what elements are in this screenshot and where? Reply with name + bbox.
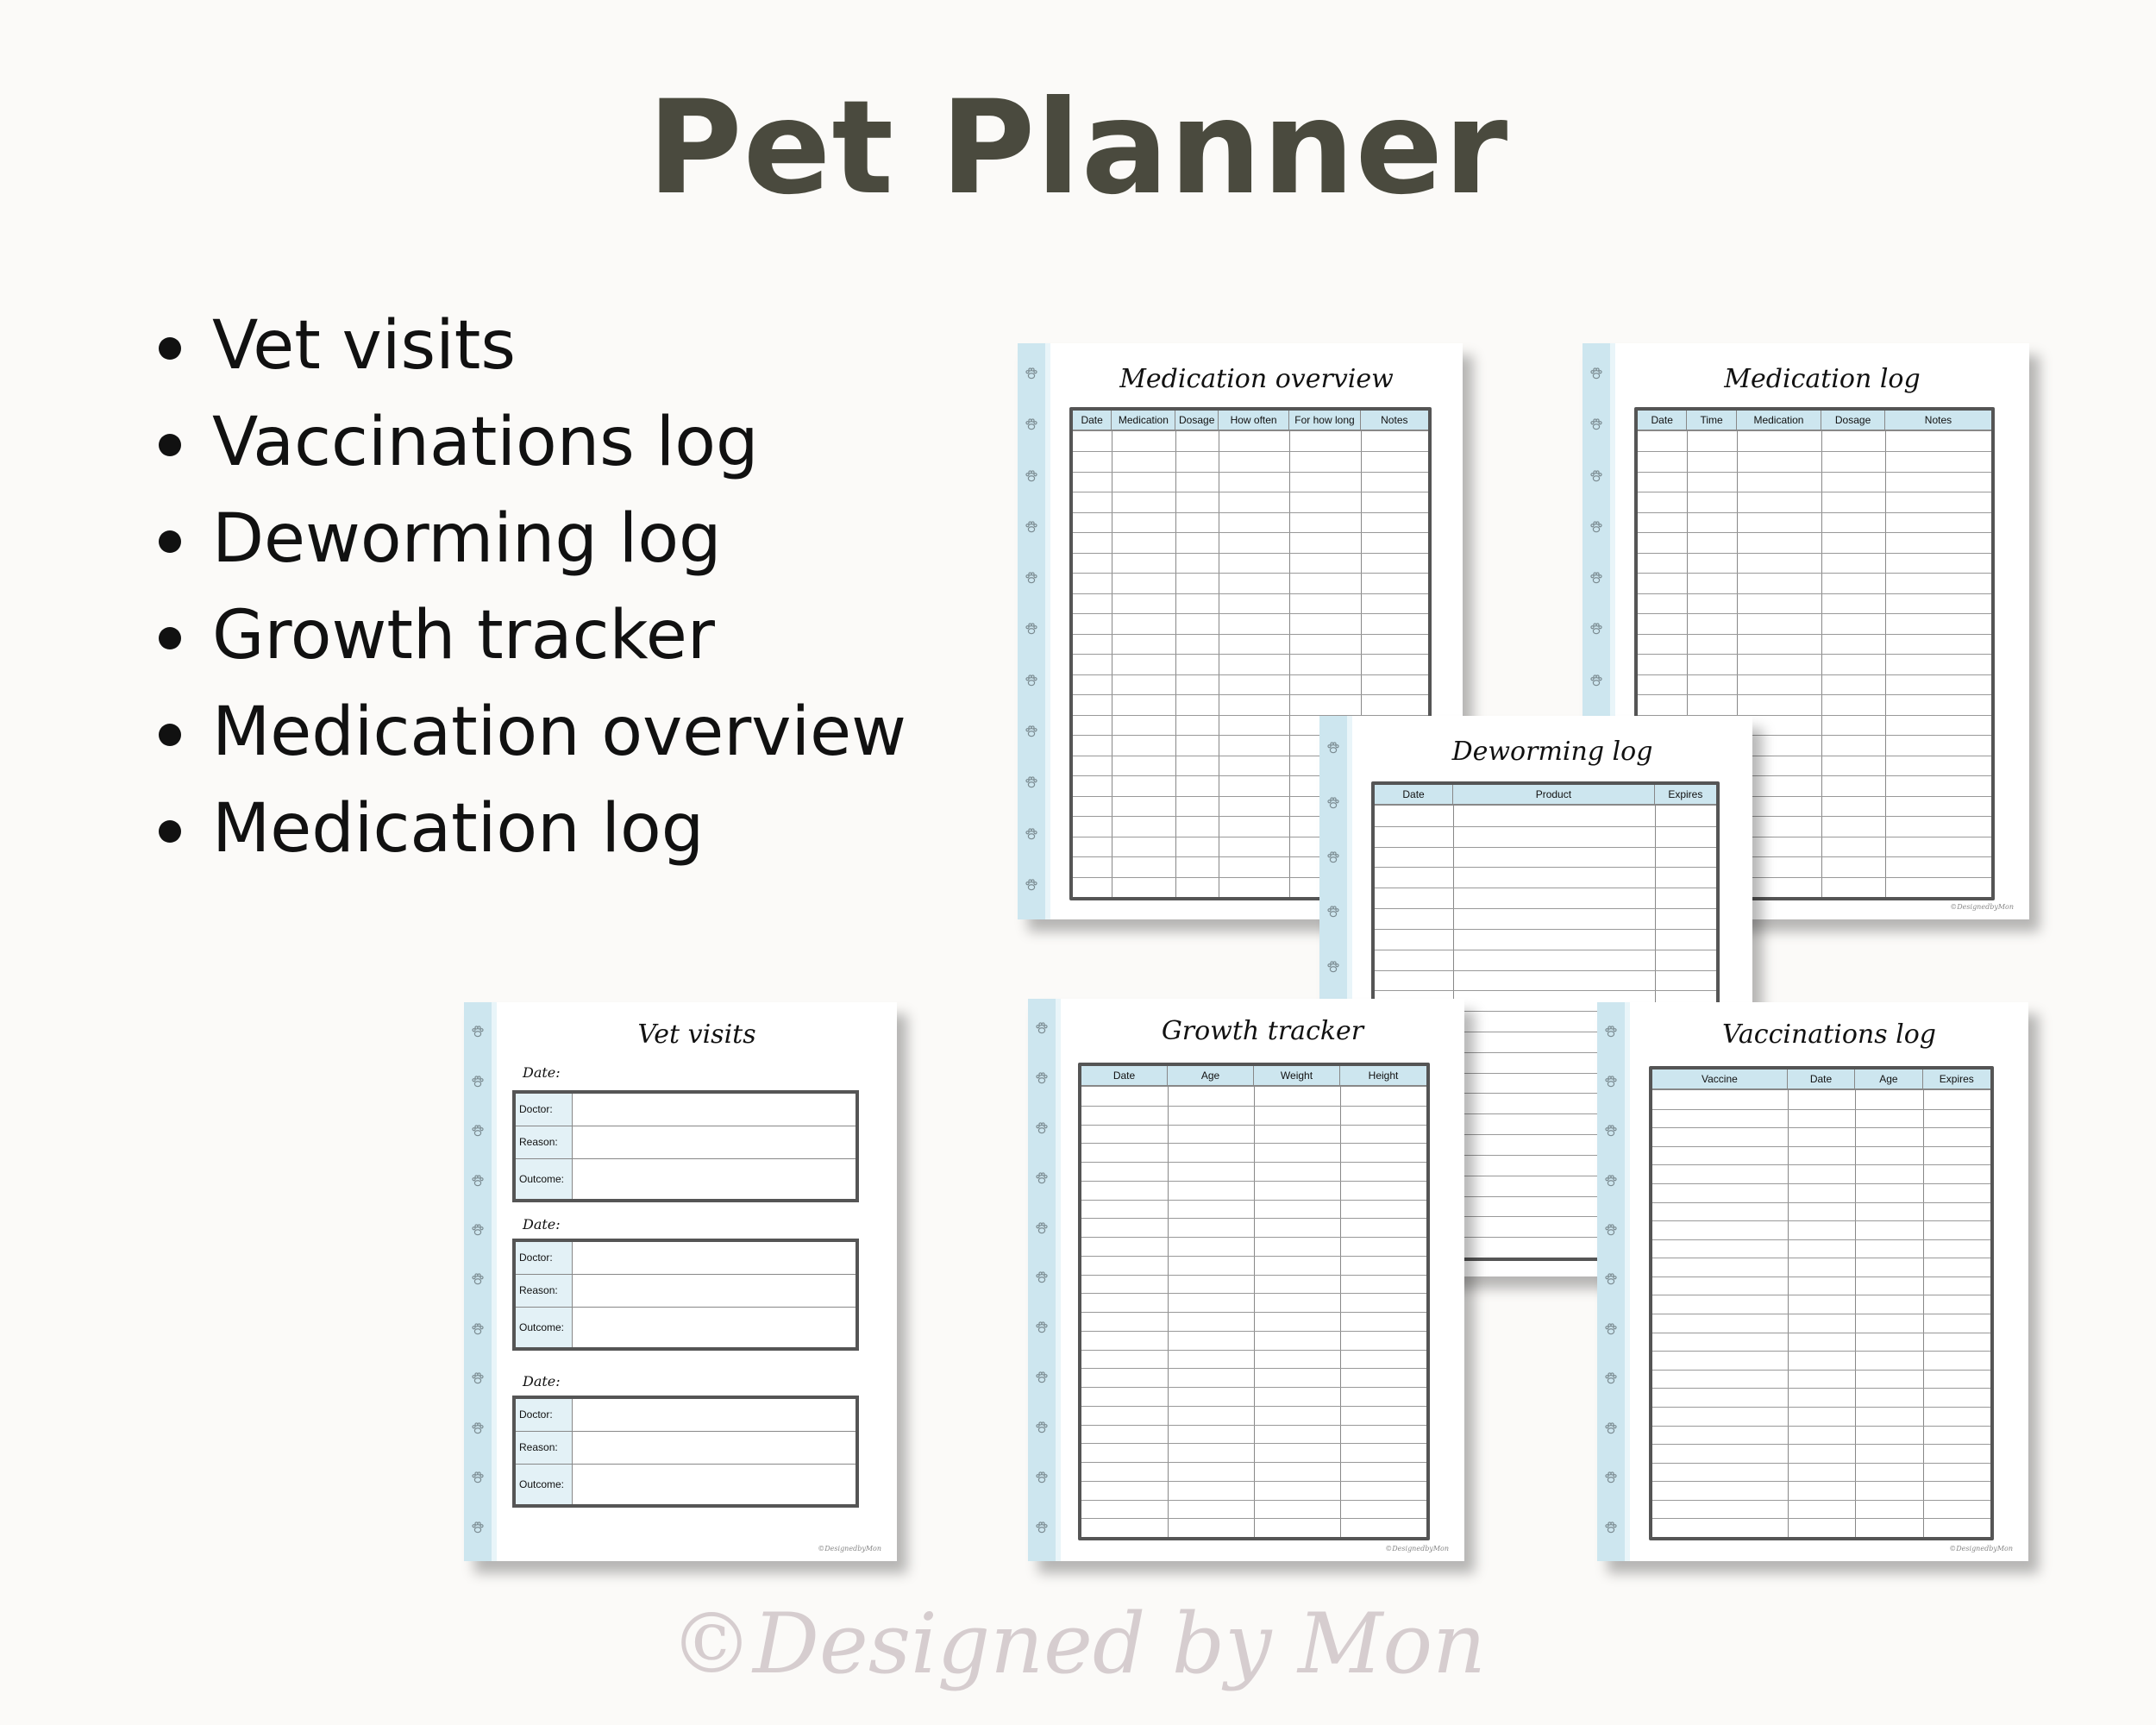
feature-item: Vet visits	[155, 298, 906, 394]
paw-icon	[470, 1123, 486, 1143]
table-header	[1375, 785, 1716, 806]
paw-icon	[1603, 1470, 1619, 1490]
feature-item: Vaccinations log	[155, 394, 906, 491]
feature-item: Medication log	[155, 781, 906, 877]
visit-box	[512, 1090, 859, 1202]
paw-icon	[1603, 1222, 1619, 1242]
table-header	[1081, 1066, 1426, 1087]
table-row	[1652, 1407, 1990, 1408]
table-row	[1081, 1518, 1426, 1519]
growth-tracker-page	[1028, 999, 1464, 1561]
table-row	[1652, 1351, 1990, 1352]
paw-icon	[1024, 621, 1039, 641]
column-header: Notes	[1924, 414, 1952, 426]
paw-icon	[1034, 1320, 1050, 1339]
column-header: Expires	[1668, 788, 1703, 800]
table-row	[1081, 1256, 1426, 1257]
page-heading: Deworming log	[1451, 737, 1653, 767]
doctor-row	[516, 1399, 856, 1432]
table-row	[1081, 1368, 1426, 1369]
paw-icon	[1589, 468, 1604, 488]
paw-icon	[1603, 1024, 1619, 1044]
column-header: Dosage	[1821, 411, 1885, 430]
column-header: Dosage	[1175, 411, 1218, 430]
date-label: Date:	[523, 1216, 561, 1233]
table-row	[1081, 1312, 1426, 1313]
table-row	[1081, 1350, 1426, 1351]
table-row	[1073, 451, 1428, 452]
table-row	[1652, 1463, 1990, 1464]
table-row	[1638, 532, 1991, 533]
paw-icon	[1603, 1520, 1619, 1540]
table-row	[1652, 1481, 1990, 1482]
reason-label: Reason:	[516, 1275, 573, 1307]
table-row	[1081, 1406, 1426, 1407]
table-row	[1081, 1462, 1426, 1463]
paw-icon	[470, 1024, 486, 1044]
column-header: Notes	[1381, 414, 1408, 426]
table-row	[1081, 1162, 1426, 1163]
table-row	[1652, 1127, 1990, 1128]
page-title: Pet Planner	[647, 73, 1509, 223]
paw-icon	[470, 1074, 486, 1094]
designer-footer: ©DesignedbyMon	[818, 1545, 881, 1552]
column-header: How often	[1219, 411, 1289, 430]
table-row	[1073, 532, 1428, 533]
table-row	[1652, 1239, 1990, 1240]
paw-icon	[1603, 1371, 1619, 1390]
date-label: Date:	[523, 1064, 561, 1081]
paw-icon	[1326, 850, 1341, 869]
table-row	[1638, 674, 1991, 675]
paw-icon	[1603, 1123, 1619, 1143]
table-row	[1375, 826, 1716, 827]
paw-icon	[1034, 1420, 1050, 1440]
paw-icon	[470, 1271, 486, 1291]
paw-icon	[1034, 1270, 1050, 1289]
doctor-label: Doctor:	[516, 1242, 573, 1274]
doctor-label: Doctor:	[516, 1094, 573, 1126]
feature-item: Medication overview	[155, 684, 906, 781]
table-row	[1652, 1146, 1990, 1147]
visit-box	[512, 1396, 859, 1508]
table-row	[1375, 929, 1716, 930]
paw-icon	[1024, 570, 1039, 590]
doctor-row	[516, 1094, 856, 1126]
table-row	[1081, 1125, 1426, 1126]
column-header: Product	[1453, 785, 1655, 804]
paw-icon	[470, 1470, 486, 1490]
table-row	[1638, 573, 1991, 574]
paw-icon	[1603, 1321, 1619, 1341]
table-row	[1375, 847, 1716, 848]
paw-icon	[1034, 1370, 1050, 1389]
designer-footer: ©DesignedbyMon	[1385, 1545, 1449, 1552]
column-header: Date	[1375, 785, 1453, 804]
column-header: Height	[1368, 1070, 1399, 1082]
designer-footer: ©DesignedbyMon	[1949, 1545, 2013, 1552]
table-row	[1081, 1237, 1426, 1238]
column-header: Date	[1073, 411, 1112, 430]
log-table	[1078, 1063, 1430, 1540]
table-row	[1081, 1425, 1426, 1426]
table-row	[1652, 1388, 1990, 1389]
reason-row	[516, 1432, 856, 1465]
column-header: Weight	[1254, 1066, 1340, 1085]
page-heading: Medication log	[1724, 364, 1921, 394]
table-row	[1081, 1481, 1426, 1482]
paw-icon	[1034, 1470, 1050, 1490]
table-row	[1652, 1518, 1990, 1519]
paw-icon	[470, 1520, 486, 1540]
table-row	[1638, 634, 1991, 635]
log-table	[1649, 1066, 1994, 1540]
paw-icon	[1024, 673, 1039, 693]
paw-icon	[1024, 417, 1039, 436]
paw-icon	[1024, 519, 1039, 539]
table-row	[1375, 867, 1716, 868]
table-row	[1073, 553, 1428, 554]
paw-icon	[1024, 775, 1039, 794]
column-divider	[1175, 431, 1176, 897]
column-header: Time	[1687, 411, 1736, 430]
date-label: Date:	[523, 1373, 561, 1389]
paw-icon	[470, 1321, 486, 1341]
column-header: Medication	[1737, 411, 1821, 430]
outcome-label: Outcome:	[516, 1308, 573, 1347]
table-row	[1652, 1444, 1990, 1445]
column-header: Date	[1788, 1070, 1855, 1088]
doctor-row	[516, 1242, 856, 1275]
column-header: Age	[1855, 1070, 1922, 1088]
table-row	[1638, 472, 1991, 473]
table-row	[1073, 472, 1428, 473]
table-row	[1638, 654, 1991, 655]
table-row	[1652, 1276, 1990, 1277]
paw-icon	[1024, 468, 1039, 488]
table-row	[1073, 634, 1428, 635]
table-row	[1638, 694, 1991, 695]
table-row	[1652, 1164, 1990, 1165]
page-heading: Growth tracker	[1161, 1016, 1364, 1046]
column-header: Date	[1638, 411, 1687, 430]
paw-icon	[1589, 570, 1604, 590]
paw-icon	[470, 1173, 486, 1193]
paw-icon	[1024, 877, 1039, 897]
table-row	[1375, 990, 1716, 991]
paw-strip	[464, 1002, 497, 1561]
table-row	[1638, 512, 1991, 513]
reason-row	[516, 1126, 856, 1159]
table-row	[1081, 1106, 1426, 1107]
page-heading: Medication overview	[1119, 364, 1394, 394]
table-row	[1375, 908, 1716, 909]
table-header	[1638, 411, 1991, 431]
paw-icon	[1589, 673, 1604, 693]
table-row	[1652, 1220, 1990, 1221]
paw-icon	[1034, 1070, 1050, 1090]
table-row	[1638, 553, 1991, 554]
table-body	[1652, 1090, 1990, 1537]
paw-icon	[1024, 826, 1039, 846]
paw-icon	[1024, 366, 1039, 386]
paw-strip	[1018, 343, 1050, 919]
paw-icon	[1603, 1271, 1619, 1291]
paw-icon	[1034, 1170, 1050, 1190]
table-row	[1652, 1370, 1990, 1371]
vet-visits-page	[464, 1002, 897, 1561]
column-divider	[1821, 431, 1822, 897]
table-row	[1652, 1183, 1990, 1184]
page-heading: Vaccinations log	[1721, 1019, 1937, 1050]
paw-icon	[1326, 740, 1341, 760]
feature-item: Growth tracker	[155, 587, 906, 684]
table-row	[1073, 694, 1428, 695]
paw-icon	[1603, 1173, 1619, 1193]
visit-box	[512, 1239, 859, 1351]
table-row	[1081, 1200, 1426, 1201]
paw-icon	[1034, 1220, 1050, 1240]
table-row	[1638, 593, 1991, 594]
paw-icon	[1024, 724, 1039, 743]
column-header: For how long	[1289, 411, 1360, 430]
table-row	[1652, 1500, 1990, 1501]
column-divider	[1885, 431, 1886, 897]
table-row	[1638, 613, 1991, 614]
outcome-row	[516, 1159, 856, 1199]
table-row	[1375, 970, 1716, 971]
table-row	[1073, 512, 1428, 513]
table-row	[1081, 1443, 1426, 1444]
paw-icon	[470, 1371, 486, 1390]
page-heading: Vet visits	[637, 1019, 756, 1050]
outcome-label: Outcome:	[516, 1465, 573, 1504]
paw-icon	[1034, 1120, 1050, 1140]
paw-icon	[1034, 1020, 1050, 1040]
doctor-label: Doctor:	[516, 1399, 573, 1431]
paw-icon	[1034, 1520, 1050, 1540]
paw-icon	[1603, 1421, 1619, 1440]
table-row	[1081, 1500, 1426, 1501]
paw-icon	[1603, 1074, 1619, 1094]
paw-icon	[1589, 366, 1604, 386]
column-header: Date	[1081, 1066, 1168, 1085]
table-row	[1073, 613, 1428, 614]
paw-icon	[470, 1421, 486, 1440]
table-row	[1081, 1293, 1426, 1294]
designer-watermark: ©Designed by Mon	[670, 1596, 1486, 1692]
column-divider	[1289, 431, 1290, 897]
table-row	[1081, 1387, 1426, 1388]
outcome-label: Outcome:	[516, 1159, 573, 1199]
column-header: Medication	[1112, 411, 1175, 430]
feature-list	[155, 298, 906, 877]
table-row	[1073, 593, 1428, 594]
paw-icon	[1589, 519, 1604, 539]
outcome-row	[516, 1308, 856, 1347]
paw-icon	[1326, 959, 1341, 979]
feature-item: Deworming log	[155, 491, 906, 587]
table-header	[1652, 1070, 1990, 1090]
paw-strip	[1597, 1002, 1630, 1561]
table-row	[1081, 1218, 1426, 1219]
paw-icon	[1326, 904, 1341, 924]
table-row	[1638, 451, 1991, 452]
table-row	[1081, 1181, 1426, 1182]
column-header: Expires	[1939, 1073, 1974, 1085]
reason-row	[516, 1275, 856, 1308]
designer-footer: ©DesignedbyMon	[1950, 903, 2014, 911]
table-row	[1652, 1426, 1990, 1427]
table-row	[1081, 1143, 1426, 1144]
table-row	[1073, 573, 1428, 574]
table-header	[1073, 411, 1428, 431]
column-header: Vaccine	[1652, 1070, 1788, 1088]
table-row	[1081, 1275, 1426, 1276]
paw-icon	[1326, 795, 1341, 815]
table-row	[1652, 1202, 1990, 1203]
reason-label: Reason:	[516, 1432, 573, 1464]
paw-strip	[1028, 999, 1061, 1561]
vaccinations-log-page	[1597, 1002, 2028, 1561]
table-row	[1081, 1331, 1426, 1332]
column-header: Age	[1168, 1066, 1254, 1085]
paw-icon	[1589, 621, 1604, 641]
paw-icon	[1589, 417, 1604, 436]
reason-label: Reason:	[516, 1126, 573, 1158]
table-row	[1073, 654, 1428, 655]
table-body	[1081, 1087, 1426, 1537]
outcome-row	[516, 1465, 856, 1504]
table-row	[1652, 1109, 1990, 1110]
paw-icon	[470, 1222, 486, 1242]
table-row	[1073, 674, 1428, 675]
